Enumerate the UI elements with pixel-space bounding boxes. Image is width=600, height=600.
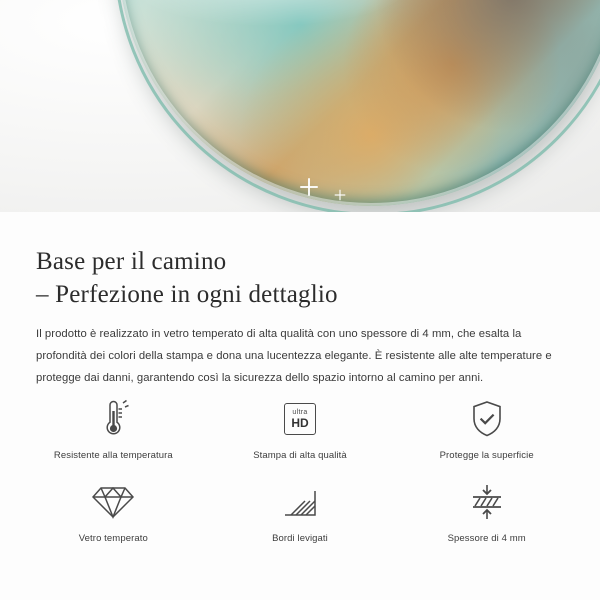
feature-label: Vetro temperato	[78, 533, 148, 544]
feature-item	[393, 396, 580, 461]
body-paragraph: Il prodotto è realizzato in vetro temperato di alta qualità con uno spessore di 4 mm, che esalta la profondità dei colori della stampa e dona una lucentezza elegante. È resistente alle alte temperature e protegge dai danni, garantendo così la sicurezza dello spazio intorno al camino per anni.	[36, 328, 552, 385]
feature-grid	[20, 396, 580, 544]
feature-item	[207, 479, 394, 544]
feature-item	[393, 479, 580, 544]
headline-line-2: – Perfezione in ogni dettaglio	[36, 280, 338, 308]
ultra-hd-icon	[207, 396, 394, 442]
hero-image	[0, 0, 600, 212]
feature-item	[20, 479, 207, 544]
feature-label: Bordi levigati	[272, 533, 328, 544]
feature-item	[20, 396, 207, 461]
feature-label: Resistente alla temperatura	[53, 450, 173, 461]
product-glass-plate	[118, 0, 600, 206]
headline-line-1: Base per il camino	[36, 247, 227, 275]
feature-label: Spessore di 4 mm	[447, 533, 526, 544]
thermometer-icon	[20, 396, 207, 442]
diamond-icon	[20, 479, 207, 525]
polished-edges-icon	[207, 479, 394, 525]
ultra-hd-badge-top: ultra	[292, 409, 308, 416]
shield-check-icon	[393, 396, 580, 442]
feature-item	[207, 396, 394, 461]
feature-label: Stampa di alta qualità	[253, 450, 347, 461]
feature-label: Protegge la superficie	[439, 450, 534, 461]
page-title	[36, 245, 576, 311]
ultra-hd-badge-bottom: HD	[291, 416, 309, 430]
thickness-arrows-icon	[393, 479, 580, 525]
